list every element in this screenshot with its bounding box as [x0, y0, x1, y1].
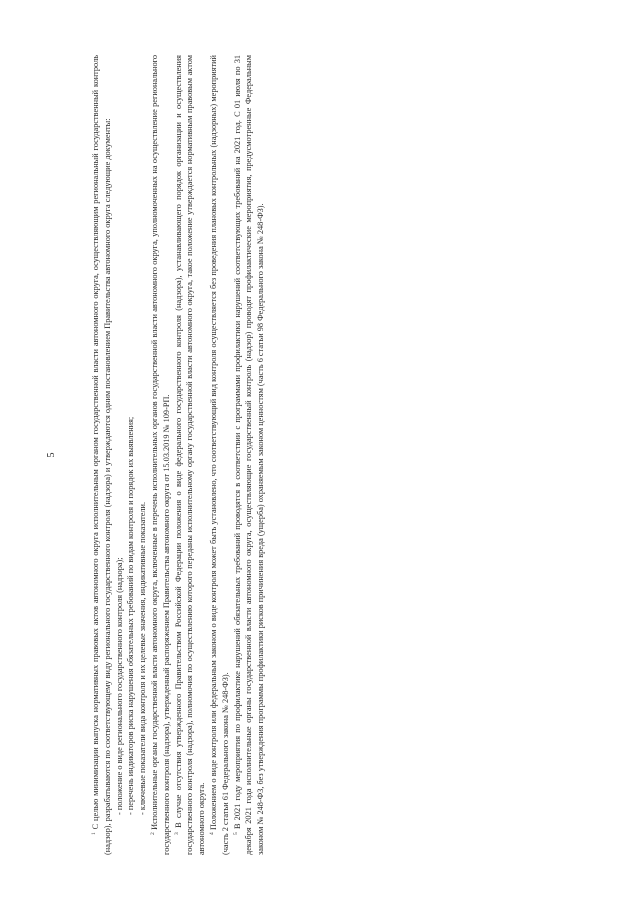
footnote-mark: 5: [232, 832, 239, 835]
footnote-mark: 4: [208, 832, 215, 835]
footnote-1-item: - перечень индикаторов риска нарушения обязательных требований по видам контроля и порядок их выявления;: [126, 416, 136, 815]
footnote-1-item: - положение о виде регионального государственного контроля (надзора);: [114, 557, 124, 815]
footnote-text: Исполнительные органы государственной власти автономного округа, включенные в перечень исполнительных органов государственной власти автономного округа, уполномоченных на осуществление регионального государственного контроля (надзора), утвержденный распоряжением Правительства автономного округа от 15.03.2019 № 109-РП.: [149, 55, 171, 855]
footnote-5: [232, 55, 267, 855]
footnotes-block: [90, 55, 267, 855]
footnote-text: Положением о виде контроля или федеральным законом о виде контроля может быть установлено, что соответствующий вид контроля осуществляется без проведения плановых контрольных (надзорных) мероприятий (часть 2 статьи 61 Федерального закона № 248-ФЗ).: [208, 55, 230, 855]
rotated-page-content: [46, 54, 430, 855]
footnote-4: [208, 55, 232, 855]
footnote-text: В 2021 году мероприятия по профилактике нарушений обязательных требований проводятся в соответствии с программами профилактики нарушений соответствующих требований на 2021 год. С 01 июля по 31 декабря 2021 года исполнительные органы государственной власти автономного округа, осуществляющие государственный контроль (надзор) проводят профилактические мероприятия, предусмотренные Федеральным законом № 248-ФЗ, без утверждения программы профилактики рисков причинения вреда (ущерба) охраняемым законом ценностям (часть 6 статьи 98 Федерального закона № 248-ФЗ).: [232, 54, 266, 855]
page-number: 5: [46, 452, 57, 458]
footnote-text: С целью минимизации выпуска нормативных правовых актов автономного округа исполнительным органом государственной власти автономного округа, осуществляющим региональный государственный контроль (надзор), разрабатываются по соответствующему виду регионального государственного контроля (надзора) и утверждаются одним постановлением Правительства автономного округа следующие документы:: [91, 54, 112, 855]
footnote-mark: 2: [149, 832, 156, 835]
footnote-mark: 3: [173, 832, 180, 835]
footnote-text: В случае отсутствия утвержденного Правительством Российской Федерации положения о виде федерального государственного контроля (надзора), устанавливающего порядок организации и осуществления государственного контроля (надзора), полномочия по осуществлению которого переданы исполнительному органу государственной власти автономного округа, такое положение утверждается нормативным правовым актом автономного округа.: [173, 54, 207, 855]
footnote-1: [90, 55, 114, 855]
footnote-mark: 1: [91, 832, 97, 835]
footnote-1-item: - ключевые показатели вида контроля и их целевые значения, индикативные показатели.: [138, 501, 148, 815]
footnote-3: [173, 55, 208, 855]
footnote-2: [149, 55, 173, 855]
